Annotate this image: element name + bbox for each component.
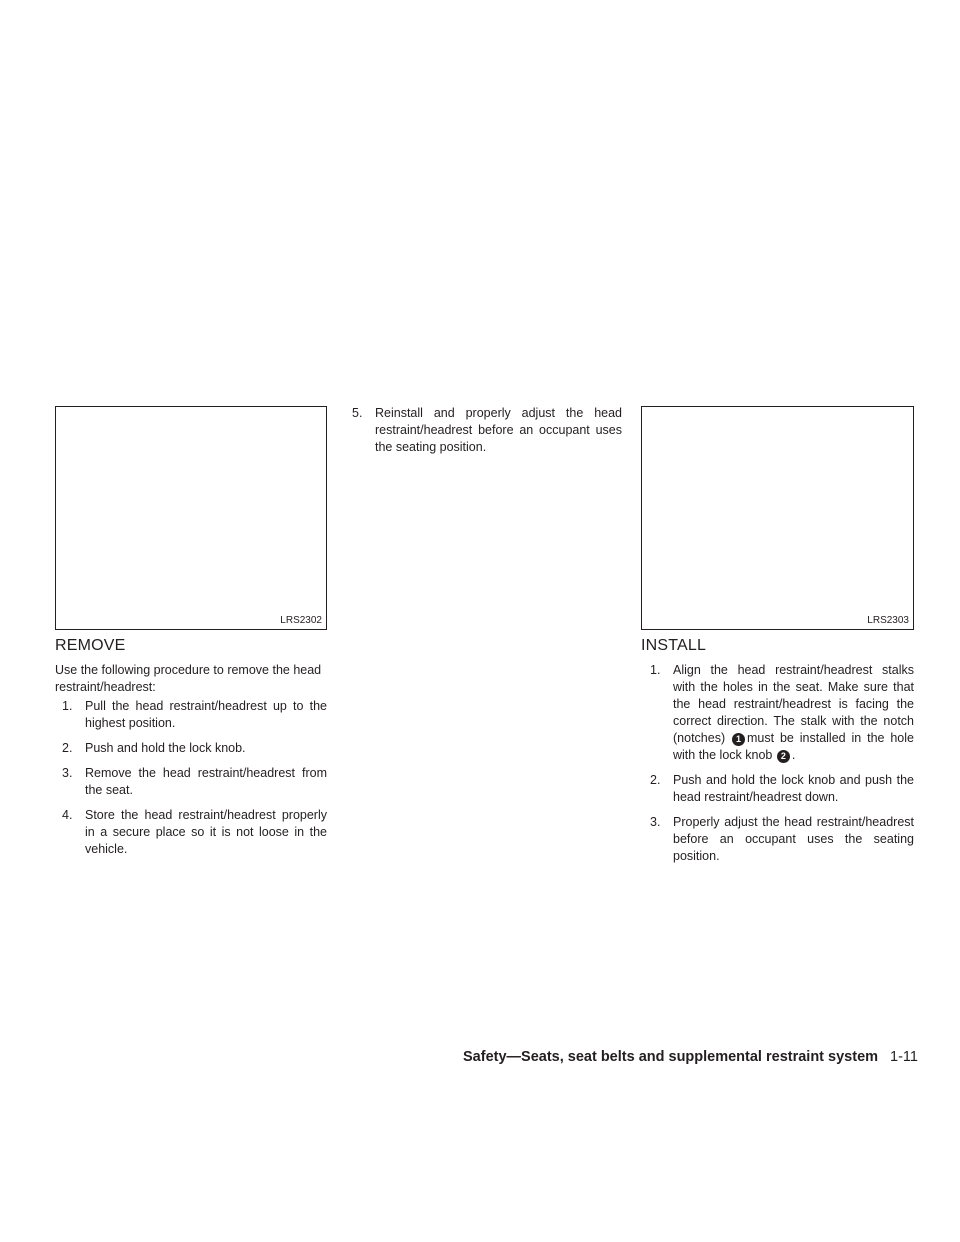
remove-steps-continued [352, 405, 622, 464]
list-item: 5. Reinstall and properly adjust the head restraint/headrest before an occupant uses the seating position. [352, 406, 622, 454]
list-item: 2. Push and hold the lock knob and push the head restraint/headrest down. [650, 773, 914, 804]
list-item: 4. Store the head restraint/headrest properly in a secure place so it is not loose in the vehicle. [62, 808, 327, 856]
figure-install [641, 406, 914, 630]
list-item: 1. Pull the head restraint/headrest up to the highest position. [62, 699, 327, 730]
install-title: INSTALL [641, 637, 707, 654]
callout-1-icon: 1 [732, 733, 745, 746]
figure-code: LRS2302 [280, 615, 322, 626]
figure-remove [55, 406, 327, 630]
remove-steps-list [62, 698, 327, 866]
list-item: 3. Remove the head restraint/headrest from the seat. [62, 766, 327, 797]
list-item: 1. Align the head restraint/headrest stalks with the holes in the seat. Make sure that the head restraint/headrest is facing the correct direction. The stalk with the notch (notches) 1 must be installed in the hole with the lock knob 2 . [650, 663, 914, 762]
page-footer [463, 1049, 918, 1065]
list-item: 2. Push and hold the lock knob. [62, 741, 246, 755]
figure-code: LRS2303 [867, 615, 909, 626]
footer-section-title: Safety—Seats, seat belts and supplemental restraint system [463, 1049, 879, 1065]
list-item: 3. Properly adjust the head restraint/headrest before an occupant uses the seating position. [650, 815, 914, 863]
callout-2-icon: 2 [777, 750, 790, 763]
install-steps-list [650, 662, 914, 873]
page-number: 1-11 [890, 1049, 918, 1065]
remove-intro: Use the following procedure to remove the head restraint/headrest: [55, 663, 322, 694]
remove-title: REMOVE [55, 637, 126, 654]
